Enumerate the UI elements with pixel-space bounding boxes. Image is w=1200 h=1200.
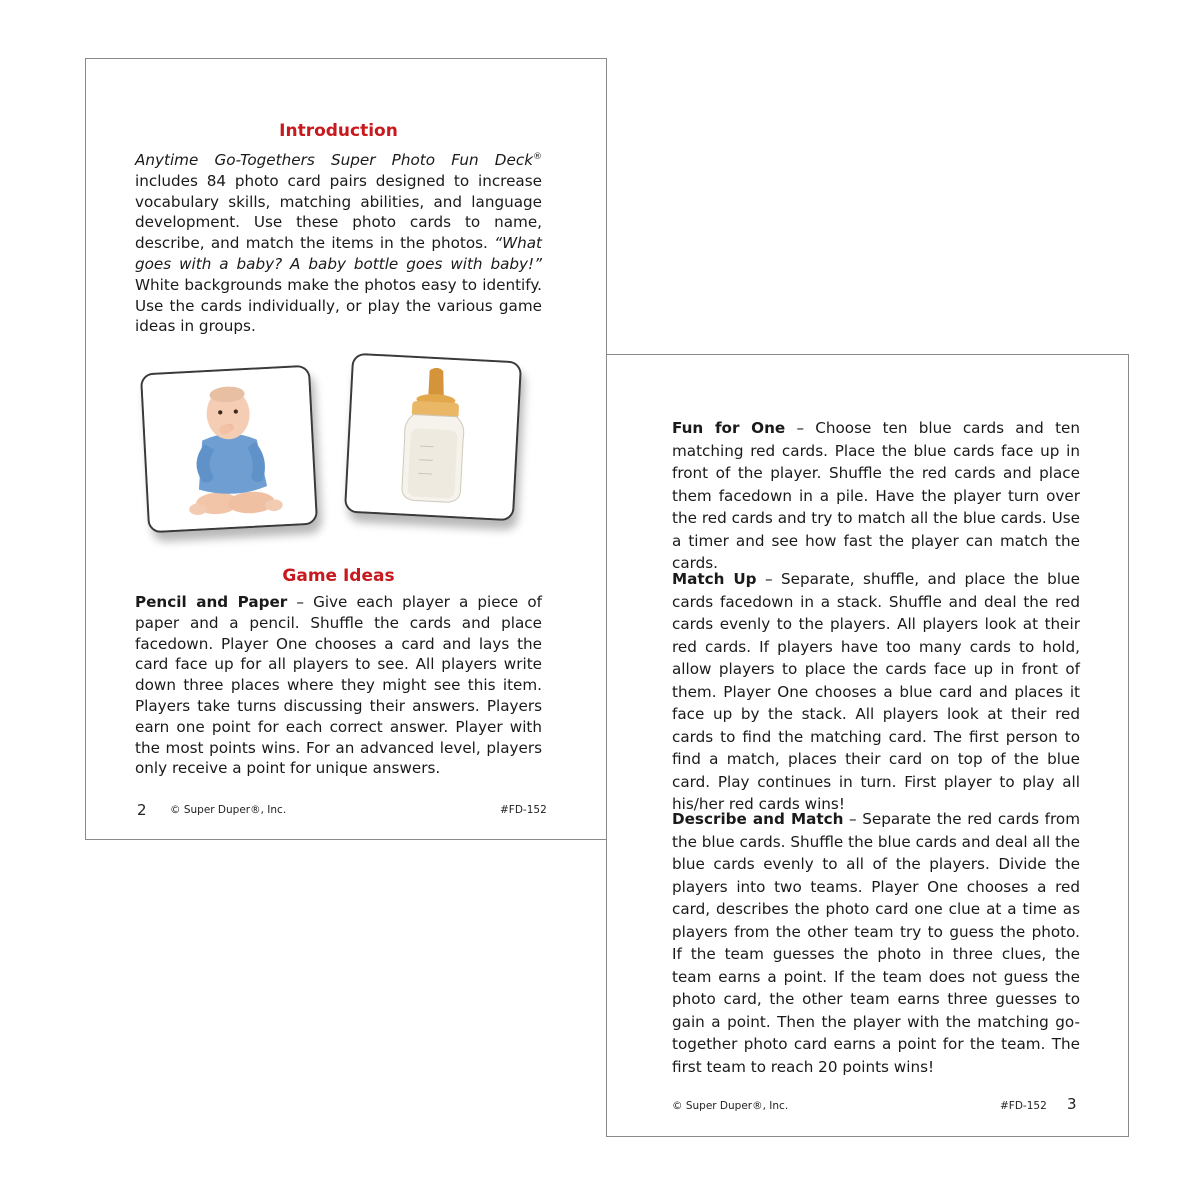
pencil-and-paper-paragraph	[135, 592, 542, 779]
deck-title: Anytime Go-Togethers Super Photo Fun Deck	[135, 151, 533, 170]
pencil-and-paper-title: Pencil and Paper	[135, 593, 288, 611]
right-page	[606, 354, 1129, 1137]
intro-text-2: White backgrounds make the photos easy to identify. Use the cards individually, or play the various game ideas in groups.	[135, 275, 542, 336]
match-up-paragraph	[672, 568, 1080, 816]
baby-image	[142, 367, 316, 531]
copyright: © Super Duper®, Inc.	[672, 1100, 789, 1112]
fun-for-one-paragraph	[672, 417, 1080, 575]
describe-and-match-title: Describe and Match	[672, 810, 844, 828]
match-up-title: Match Up	[672, 570, 757, 588]
intro-quote: “What goes with a baby? A baby bottle goes with baby!”	[135, 234, 542, 274]
registered-mark: ®	[533, 152, 542, 162]
baby-photo-card	[140, 365, 318, 534]
copyright: © Super Duper®, Inc.	[170, 804, 287, 816]
introduction-heading: Introduction	[279, 121, 398, 141]
fun-for-one-text: – Choose ten blue cards and ten matching red cards. Place the blue cards face up in front of the player. Shuffle the red cards and place them facedown in a pile. Have the player turn over the red cards and try to match all the blue cards. Use a timer and see how fast the player can match the cards.	[672, 419, 1080, 572]
intro-text-1: includes 84 photo card pairs designed to increase vocabulary skills, matching abilities, and language development. Use these photo cards to name, describe, and match the items in the photos.	[135, 171, 542, 253]
product-code: #FD-152	[1000, 1100, 1047, 1112]
bottle-photo-card	[344, 353, 522, 522]
introduction-paragraph	[135, 147, 542, 337]
baby-bottle-image	[346, 355, 520, 519]
page-number: 3	[1067, 1095, 1077, 1113]
describe-and-match-paragraph	[672, 808, 1080, 1078]
pencil-and-paper-text: – Give each player a piece of paper and a pencil. Shuffle the cards and place facedown. Player One chooses a card and lays the card face up for all players to see. All players write down three places where they might see this item. Players take turns discussing their answers. Players earn one point for each correct answer. Player with the most points wins. For an advanced level, players only receive a point for unique answers.	[135, 593, 542, 778]
fun-for-one-title: Fun for One	[672, 419, 786, 437]
describe-and-match-text: – Separate the red cards from the blue cards. Shuffle the blue cards and deal all the blue cards evenly to all of the players. Divide the players into two teams. Player One chooses a red card, describes the photo card one clue at a time as players from the other team try to guess the photo. If the team guesses the photo in three clues, the team earns a point. If the team does not guess the photo card, the other team earns three guesses to gain a point. Then the player with the matching go-together photo card earns a point for the team. The first team to reach 20 points wins!	[672, 810, 1080, 1076]
product-code: #FD-152	[500, 804, 547, 816]
left-page	[85, 58, 607, 840]
game-ideas-heading: Game Ideas	[282, 566, 395, 586]
page-number: 2	[137, 801, 147, 819]
match-up-text: – Separate, shuffle, and place the blue cards facedown in a stack. Shuffle and deal the red cards evenly to the players. All players look at their red cards. If players have too many cards to hold, allow players to place the cards face up in front of them. Player One chooses a blue card and places it face up by the stack. All players look at their red cards to find the matching card. The first person to find a match, places their card on top of the blue card. Play continues in turn. First player to play all his/her red cards wins!	[672, 570, 1081, 813]
